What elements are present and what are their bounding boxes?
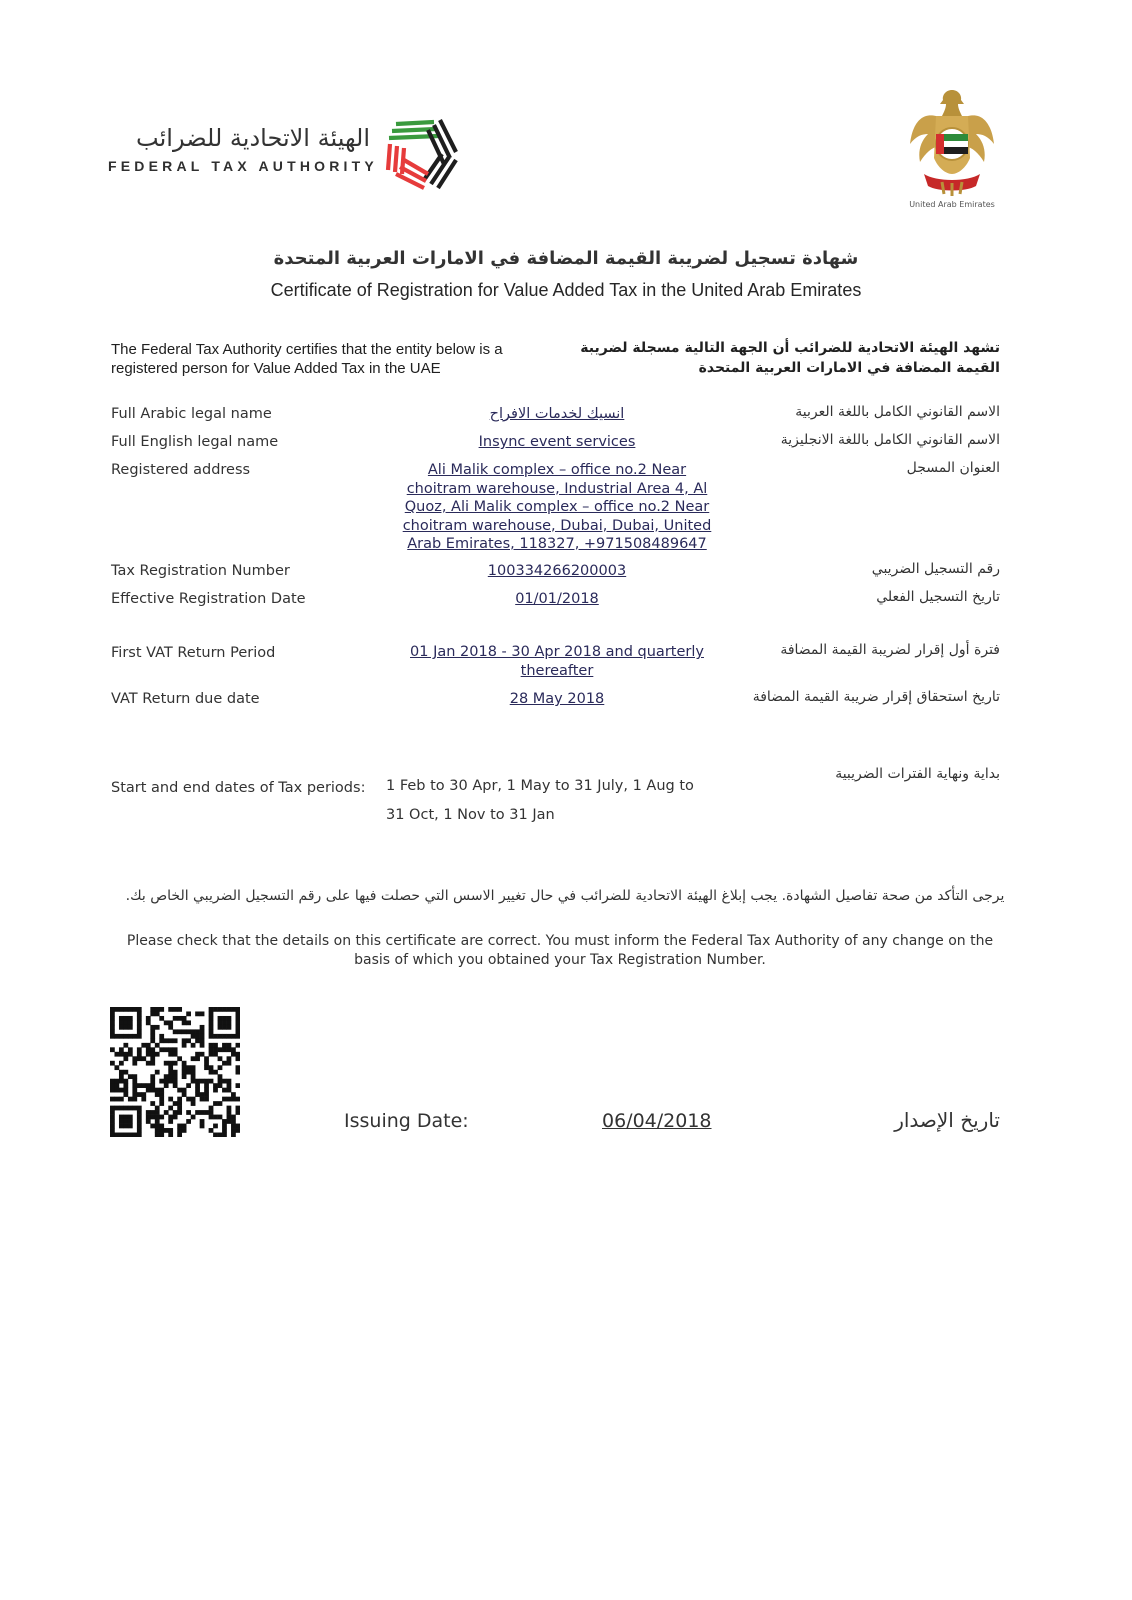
uae-emblem <box>906 86 998 218</box>
label-address-en: Registered address <box>111 462 251 478</box>
value-first-return: 01 Jan 2018 - 30 Apr 2018 and quarterly thereafter <box>410 644 704 679</box>
value-due-date: 28 May 2018 <box>509 691 605 707</box>
fta-emblem-icon <box>376 108 466 198</box>
certificate-title-en: Certificate of Registration for Value Added Tax in the United Arab Emirates <box>270 280 862 300</box>
label-effective-date-ar: تاريخ التسجيل الفعلي <box>876 589 1000 605</box>
label-english-name-en: Full English legal name <box>111 434 279 450</box>
certification-statement-ar: تشهد الهيئة الاتحادية للضرائب أن الجهة التالية مسجلة لضريبة القيمة المضافة في الامارات العربية المتحدة <box>580 340 1000 376</box>
value-tax-periods: 1 Feb to 30 Apr, 1 May to 31 July, 1 Aug to 31 Oct, 1 Nov to 31 Jan <box>386 778 694 823</box>
fta-logo <box>108 118 480 200</box>
issuing-date-label: Issuing Date: <box>344 1110 469 1132</box>
label-first-return-en: First VAT Return Period <box>111 645 276 661</box>
authority-name-ar: الهيئة الاتحادية للضرائب <box>136 124 370 152</box>
emblem-caption: United Arab Emirates <box>909 200 995 209</box>
value-address: Ali Malik complex – office no.2 Near choitram warehouse, Industrial Area 4, Al Quoz, Ali Malik complex – office no.2 Near choitram warehouse, Dubai, Dubai, United Arab Emirates, 118327, +971508489647 <box>402 462 712 552</box>
authority-name-en: FEDERAL TAX AUTHORITY <box>108 158 378 174</box>
label-arabic-name-en: Full Arabic legal name <box>111 406 272 422</box>
label-address-ar: العنوان المسجل <box>906 460 1000 476</box>
value-english-name: Insync event services <box>478 434 636 450</box>
label-due-date-en: VAT Return due date <box>111 691 260 707</box>
issuing-date-value: 06/04/2018 <box>602 1110 712 1132</box>
certification-statement-en: The Federal Tax Authority certifies that the entity below is a registered person for Value Added Tax in the UAE <box>111 341 503 377</box>
label-arabic-name-ar: الاسم القانوني الكامل باللغة العربية <box>795 404 1000 420</box>
certificate-title-ar: شهادة تسجيل لضريبة القيمة المضافة في الامارات العربية المتحدة <box>273 248 859 269</box>
label-first-return-ar: فترة أول إقرار لضريبة القيمة المضافة <box>780 642 1000 658</box>
value-trn: 100334266200003 <box>487 563 627 579</box>
qr-code <box>110 1007 240 1137</box>
note-ar: يرجى التأكد من صحة تفاصيل الشهادة. يجب إبلاغ الهيئة الاتحادية للضرائب في حال تغيير الاسس التي حصلت فيها على رقم التسجيل الضريبي الخاص بك. <box>125 888 1005 904</box>
issuing-date-label-ar: تاريخ الإصدار <box>894 1108 1000 1132</box>
label-tax-periods-en: Start and end dates of Tax periods: <box>111 780 366 796</box>
label-due-date-ar: تاريخ استحقاق إقرار ضريبة القيمة المضافة <box>752 689 1000 705</box>
label-trn-ar: رقم التسجيل الضريبي <box>871 561 1000 577</box>
label-english-name-ar: الاسم القانوني الكامل باللغة الانجليزية <box>780 432 1000 448</box>
note-en: Please check that the details on this certificate are correct. You must inform the Federal Tax Authority of any change on the basis of which you obtained your Tax Registration Number. <box>126 933 994 968</box>
label-tax-periods-ar: بداية ونهاية الفترات الضريبية <box>835 766 1000 782</box>
falcon-emblem-icon <box>906 86 998 198</box>
value-arabic-name: انسيك لخدمات الافراح <box>489 406 625 422</box>
label-trn-en: Tax Registration Number <box>111 563 290 579</box>
value-effective-date: 01/01/2018 <box>515 591 599 607</box>
label-effective-date-en: Effective Registration Date <box>111 591 306 607</box>
